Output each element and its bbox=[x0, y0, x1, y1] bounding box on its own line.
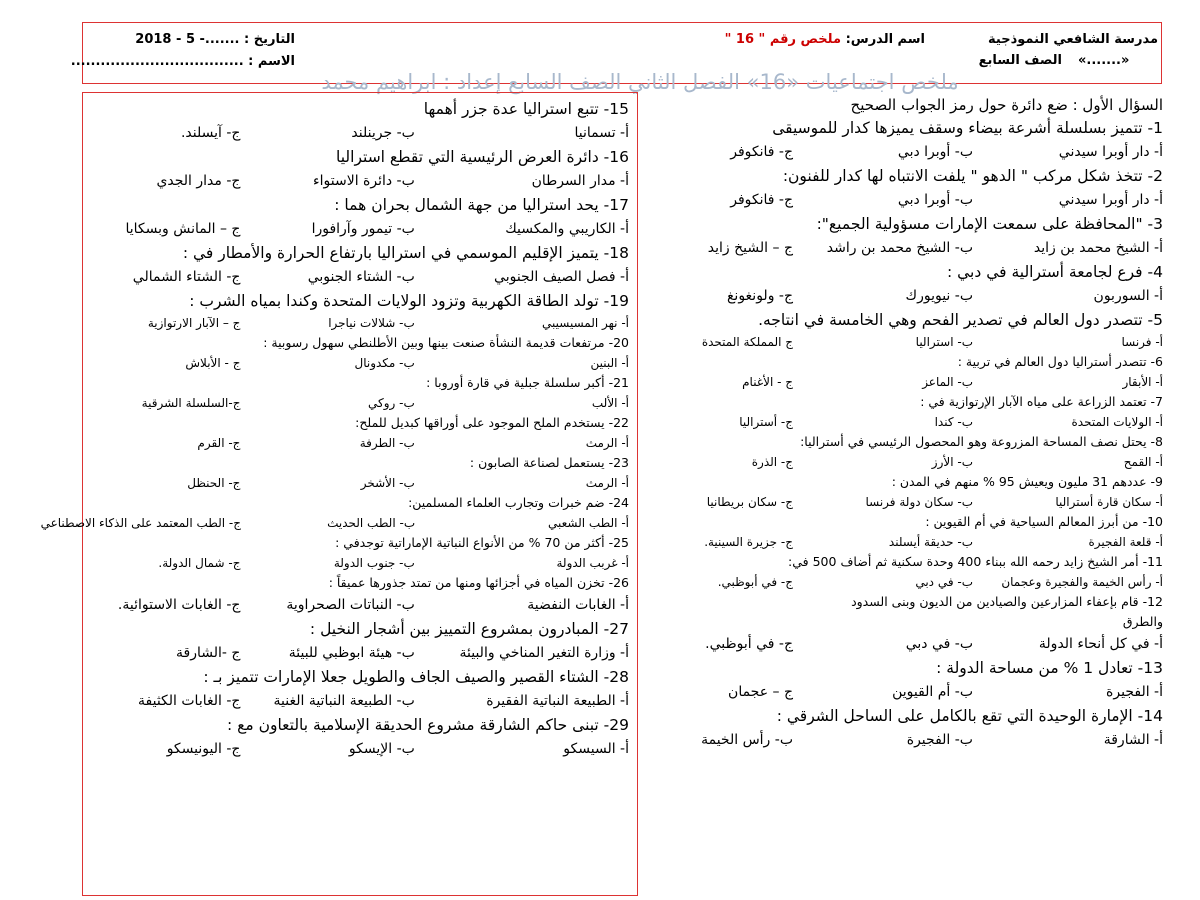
choice-option: ج- سكان بريطانيا bbox=[706, 495, 793, 509]
choices-row bbox=[645, 236, 1163, 260]
choice-option: ب- نيويورك bbox=[905, 288, 973, 304]
question-text: 26- تخزن المياه في أجزائها ومنها من تمتد جذورها عميقاً : bbox=[328, 575, 629, 590]
question-text: والطرق bbox=[1122, 614, 1163, 629]
choice-option: ب- الطبيعة النباتية الغنية bbox=[273, 693, 415, 709]
choice-option: ب- النباتات الصحراوية bbox=[286, 597, 415, 613]
choice-option: أ- غربب الدولة bbox=[556, 556, 629, 570]
choices-row bbox=[645, 632, 1163, 656]
question-text: 25- أكثر من 70 % من الأنواع النباتية الإماراتية توجدفي : bbox=[335, 535, 629, 550]
choice-option: أ- الطب الشعبي bbox=[547, 516, 629, 530]
question-text: 8- يحتل نصف المساحة المزروعة وهو المحصول الرئيسي في أستراليا: bbox=[800, 434, 1163, 449]
question-text: 28- الشتاء القصير والصيف الجاف والطويل جعلا الإمارات تتميز بـ : bbox=[203, 668, 629, 686]
lesson-label: اسم الدرس: bbox=[845, 32, 925, 47]
choice-option: ب- تيمور وآرافورا bbox=[311, 221, 415, 237]
choice-option: ج- الشتاء الشمالي bbox=[132, 269, 241, 285]
choices-row bbox=[645, 572, 1163, 592]
choice-option: ب- في دبي bbox=[915, 575, 973, 589]
question-text: 6- تتصدر أستراليا دول العالم في تربية : bbox=[957, 354, 1163, 369]
choices-row bbox=[91, 393, 629, 413]
choice-option: ب- الإيسكو bbox=[348, 741, 415, 757]
choice-option: ب- جنوب الدولة bbox=[333, 556, 415, 570]
choice-option: ب- استراليا bbox=[915, 335, 973, 349]
question-text: 2- تتخذ شكل مركب " الدهو " يلفت الانتباه لها كدار للفنون: bbox=[782, 167, 1163, 185]
choices-row bbox=[91, 169, 629, 193]
choice-option: ب- الشيخ محمد بن راشد bbox=[826, 240, 973, 256]
choice-option: ج – المانش وبسكايا bbox=[125, 221, 241, 237]
choice-option: ب- كندا bbox=[934, 415, 973, 429]
choice-option: ج -الشارقة bbox=[176, 645, 241, 661]
choices-row bbox=[91, 217, 629, 241]
choice-option: ج المملكة المتحدة bbox=[701, 335, 793, 349]
choice-option: أ- الشارقة bbox=[1103, 732, 1163, 748]
choice-option: أ- الفجيرة bbox=[1106, 684, 1163, 700]
choices-row bbox=[645, 532, 1163, 552]
choice-option: ب- الطب الحديث bbox=[327, 516, 416, 530]
choice-option: ب- في دبي bbox=[905, 636, 973, 652]
choice-option: ج – الآبار الارتوازية bbox=[147, 316, 241, 330]
question-text: 16- دائرة العرض الرئيسية التي تقطع استراليا bbox=[336, 148, 629, 166]
question-text: 13- تعادل 1 % من مساحة الدولة : bbox=[936, 659, 1163, 677]
question-text: 20- مرتفعات قديمة النشأة صنعت بينها وبين الأطلنطي سهول رسوبية : bbox=[263, 335, 629, 350]
choices-row bbox=[91, 737, 629, 761]
choice-option: ب- الطرفة bbox=[359, 436, 415, 450]
question-text: 18- يتميز الإقليم الموسمي في استراليا بارتفاع الحرارة والأمطار في : bbox=[182, 244, 629, 262]
choice-option: أ- الغابات النفضية bbox=[527, 597, 629, 613]
question-text: 17- يحد استراليا من جهة الشمال بحران هما : bbox=[334, 196, 629, 214]
choices-row bbox=[91, 553, 629, 573]
question-text: 3- "المحافظة على سمعت الإمارات مسؤولية الجميع": bbox=[816, 215, 1163, 233]
choice-option: أ- فصل الصيف الجنوبي bbox=[494, 269, 629, 285]
choice-option: ج- الغابات الاستوائية. bbox=[117, 597, 241, 613]
choices-row bbox=[91, 689, 629, 713]
choice-option: ج- الطب المعتمد على الذكاء الاصطناعي bbox=[40, 516, 241, 530]
choice-option: ب- الشتاء الجنوبي bbox=[307, 269, 415, 285]
choice-option: أ- في كل أنحاء الدولة bbox=[1038, 636, 1163, 652]
choice-option: أ- تسمانيا bbox=[574, 125, 629, 141]
choices-row bbox=[645, 680, 1163, 704]
question-text: 10- من أبرز المعالم السياحية في أم القيوين : bbox=[925, 514, 1163, 529]
choice-option: ج- أستراليا bbox=[739, 415, 793, 429]
question-text: 5- تتصدر دول العالم في تصدير الفحم وهي الخامسة في انتاجه. bbox=[758, 311, 1163, 329]
choice-option: ج - الأغنام bbox=[742, 375, 793, 389]
choice-option: أ- دار أوبرا سيدني bbox=[1058, 144, 1163, 160]
choice-option: أ- الكاريبي والمكسيك bbox=[505, 221, 629, 237]
choice-option: أ- رأس الخيمة والفجيرة وعجمان bbox=[1001, 575, 1163, 589]
question-text: 21- أكبر سلسلة جبلية في قارة أوروبا : bbox=[426, 375, 629, 390]
date-field: التاريخ : .......- 5 - 2018 bbox=[135, 32, 295, 47]
choice-option: أ- سكان قارة أستراليا bbox=[1055, 495, 1163, 509]
choices-row bbox=[91, 121, 629, 145]
choices-row bbox=[91, 433, 629, 453]
choice-option: ج- آيسلند. bbox=[180, 125, 241, 141]
right-question-column bbox=[645, 94, 1165, 894]
choices-row bbox=[91, 313, 629, 333]
choice-option: أ- البنين bbox=[590, 356, 629, 370]
question-text: 12- قام بإعفاء المزارعين والصيادين من الديون وبنى السدود bbox=[851, 594, 1163, 609]
choices-row bbox=[645, 188, 1163, 212]
choices-row bbox=[645, 412, 1163, 432]
choice-option: أ- الرمث bbox=[585, 476, 629, 490]
choice-option: أ- نهر المسيسيبي bbox=[542, 316, 629, 330]
choice-option: ج- فانكوفر bbox=[730, 144, 793, 160]
choices-row bbox=[91, 353, 629, 373]
choices-row bbox=[91, 473, 629, 493]
choice-option: أ- الأبقار bbox=[1122, 375, 1163, 389]
choice-option: ج – عجمان bbox=[728, 684, 793, 700]
school-name: مدرسة الشافعي النموذجية bbox=[988, 32, 1158, 47]
choice-option: ب- سكان دولة فرنسا bbox=[865, 495, 973, 509]
choice-option: ج- مدار الجدي bbox=[156, 173, 241, 189]
choice-option: أ- دار أوبرا سيدني bbox=[1058, 192, 1163, 208]
choice-option: أ- الطبيعة النباتية الفقيرة bbox=[486, 693, 629, 709]
choice-option: ب- أوبرا دبي bbox=[897, 192, 973, 208]
question-text: 1- تتميز بسلسلة أشرعة بيضاء وسقف يميزها كدار للموسيقى bbox=[772, 119, 1163, 137]
question-text: 23- يستعمل لصناعة الصابون : bbox=[469, 455, 629, 470]
choice-option: ج- ولونغونغ bbox=[726, 288, 793, 304]
choice-option: أ- مدار السرطان bbox=[531, 173, 629, 189]
choice-option: أ- الرمث bbox=[585, 436, 629, 450]
choices-row bbox=[645, 372, 1163, 392]
question-text: 14- الإمارة الوحيدة التي تقع بالكامل على الساحل الشرقي : bbox=[776, 707, 1163, 725]
choice-option: ج- في أبوظبي. bbox=[717, 575, 793, 589]
choices-row bbox=[40, 513, 629, 533]
question-text: 9- عددهم 31 مليون ويعيش 95 % منهم في المدن : bbox=[891, 474, 1163, 489]
question-text: 27- المبادرون بمشروع التمييز بين أشجار النخيل : bbox=[309, 620, 629, 638]
choice-option: أ- الولايات المتحدة bbox=[1071, 415, 1163, 429]
question-text: 11- أمر الشيخ زايد رحمه الله ببناء 400 وحدة سكنية ثم أضاف 500 في: bbox=[788, 554, 1163, 569]
question-text: 15- تتبع استراليا عدة جزر أهمها bbox=[423, 100, 629, 118]
question-text: 24- ضم خبرات وتجارب العلماء المسلمين: bbox=[408, 495, 629, 510]
choice-option: ب- جرينلند bbox=[351, 125, 415, 141]
choice-option: ج-السلسلة الشرقية bbox=[141, 396, 241, 410]
choice-option: أ- الألب bbox=[591, 396, 629, 410]
choice-option: ج- اليونيسكو bbox=[166, 741, 241, 757]
question-text: 22- يستخدم الملح الموجود على أوراقها كبديل للملح: bbox=[355, 415, 629, 430]
question-text: 4- فرع لجامعة أسترالية في دبي : bbox=[946, 263, 1163, 281]
choice-option: ب- الأرز bbox=[931, 455, 973, 469]
choice-option: ب- الفجيرة bbox=[906, 732, 973, 748]
choice-option: ب- رأس الخيمة bbox=[701, 732, 793, 748]
lesson-value: ملخص رقم " 16 " bbox=[724, 32, 842, 47]
choice-option: ب- مكدونال bbox=[354, 356, 415, 370]
choices-row bbox=[645, 728, 1163, 752]
choices-row bbox=[91, 265, 629, 289]
choices-row bbox=[645, 140, 1163, 164]
choice-option: ب- روكي bbox=[368, 396, 415, 410]
grade-label: الصف السابع bbox=[978, 53, 1062, 68]
choice-option: ب- هيئة ابوظبي للبيئة bbox=[288, 645, 415, 661]
question-text: 29- تبنى حاكم الشارقة مشروع الحديقة الإسلامية بالتعاون مع : bbox=[226, 716, 629, 734]
choice-option: ج- شمال الدولة. bbox=[158, 556, 241, 570]
choice-option: ج- فانكوفر bbox=[730, 192, 793, 208]
choice-option: أ- فرنسا bbox=[1121, 335, 1163, 349]
choice-option: أ- القمح bbox=[1123, 455, 1163, 469]
student-name-field: الاسم : ................................... bbox=[70, 54, 295, 69]
choice-option: ب- الماعز bbox=[922, 375, 973, 389]
choice-option: أ- السوربون bbox=[1093, 288, 1163, 304]
choice-option: ب- أوبرا دبي bbox=[897, 144, 973, 160]
choice-option: ب- دائرة الاستواء bbox=[313, 173, 415, 189]
choice-option: ب- حديقة أيسلند bbox=[888, 535, 973, 549]
question-text: السؤال الأول : ضع دائرة حول رمز الجواب الصحيح bbox=[850, 96, 1163, 114]
choice-option: ج- الحنظل bbox=[187, 476, 241, 490]
choices-row bbox=[645, 284, 1163, 308]
choice-option: ج- في أبوظبي. bbox=[705, 636, 793, 652]
watermark-title: ملخص اجتماعيات «16» الفصل الثاني الصف السابع إعداد : ابراهيم محمد bbox=[321, 70, 959, 94]
choice-option: ج- الذرة bbox=[751, 455, 793, 469]
choice-option: ج - الأبلاش bbox=[185, 356, 241, 370]
choice-option: أ- قلعة الفجيرة bbox=[1088, 535, 1163, 549]
choices-row bbox=[645, 332, 1163, 352]
choice-option: ج- جزيرة السينية. bbox=[704, 535, 793, 549]
choice-option: ب- شلالات نياجرا bbox=[328, 316, 415, 330]
lesson-name bbox=[725, 32, 925, 47]
choice-option: ج- القرم bbox=[197, 436, 241, 450]
grade-section: «.......» bbox=[1078, 53, 1130, 68]
left-question-column bbox=[40, 92, 638, 896]
choice-option: أ- الشيخ محمد بن زايد bbox=[1033, 240, 1163, 256]
choices-row bbox=[91, 593, 629, 617]
choice-option: ب- الأشخر bbox=[360, 476, 415, 490]
choice-option: أ- السيسكو bbox=[563, 741, 629, 757]
choices-row bbox=[645, 452, 1163, 472]
choice-option: أ- وزارة التغير المناخي والبيئة bbox=[459, 645, 629, 661]
choices-row bbox=[645, 492, 1163, 512]
choice-option: ج- الغابات الكثيفة bbox=[138, 693, 241, 709]
choice-option: ب- أم القيوين bbox=[892, 684, 973, 700]
question-text: 7- تعتمد الزراعة على مياه الآبار الإرتوازية في : bbox=[920, 394, 1163, 409]
question-text: 19- تولد الطاقة الكهربية وتزود الولايات المتحدة وكندا بمياه الشرب : bbox=[189, 292, 629, 310]
choice-option: ج – الشيخ زايد bbox=[707, 240, 793, 256]
choices-row bbox=[91, 641, 629, 665]
